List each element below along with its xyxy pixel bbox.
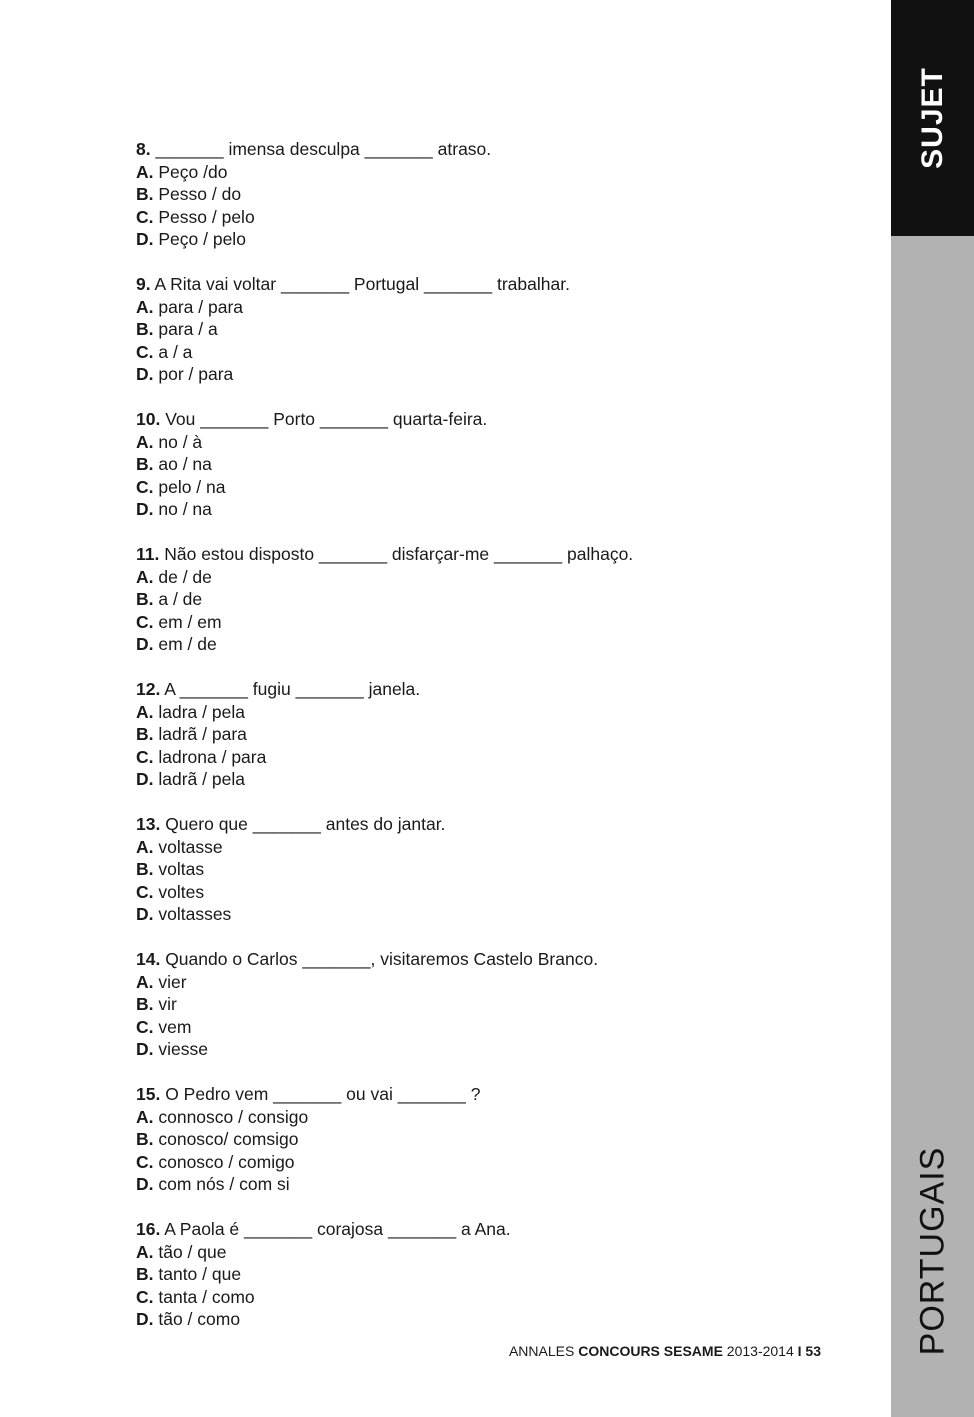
question-text: _______ imensa desculpa _______ atraso. (150, 139, 492, 159)
side-tab-section (891, 0, 974, 236)
option-text: por / para (153, 364, 234, 384)
question-text: A Rita vai voltar _______ Portugal _______ trabalhar. (150, 274, 570, 294)
option-line (136, 858, 856, 881)
option-text: vier (153, 971, 187, 992)
question-item (136, 813, 856, 926)
option-letter: D. (136, 229, 154, 249)
question-item (136, 948, 856, 1061)
question-item (136, 138, 856, 251)
option-letter: A. (136, 971, 154, 992)
option-letter: D. (136, 634, 154, 654)
option-letter: B. (136, 1129, 154, 1149)
option-line (136, 881, 856, 904)
option-line (136, 1151, 856, 1174)
question-item (136, 1083, 856, 1196)
option-text: connosco / consigo (153, 1106, 309, 1127)
option-text: com nós / com si (153, 1174, 290, 1194)
question-number: 14. (136, 949, 161, 969)
option-text: ao / na (153, 454, 212, 474)
option-line (136, 476, 856, 499)
question-text: Quero que _______ antes do jantar. (160, 814, 446, 834)
option-text: em / em (153, 611, 222, 632)
option-line (136, 1038, 856, 1061)
subject-label: PORTUGAIS (913, 1146, 951, 1356)
option-text: viesse (153, 1039, 208, 1059)
option-letter: C. (136, 1016, 154, 1037)
option-letter: A. (136, 296, 154, 317)
question-text: A Paola é _______ corajosa _______ a Ana. (160, 1219, 511, 1239)
option-line (136, 723, 856, 746)
option-letter: A. (136, 161, 154, 182)
question-number: 8. (136, 139, 151, 159)
option-line (136, 228, 856, 251)
option-text: ladra / pela (153, 701, 245, 722)
option-letter: A. (136, 1241, 154, 1262)
question-item (136, 408, 856, 521)
option-text: voltasses (153, 904, 232, 924)
option-letter: C. (136, 341, 154, 362)
option-line (136, 1308, 856, 1331)
option-letter: B. (136, 454, 154, 474)
option-letter: B. (136, 184, 154, 204)
option-letter: B. (136, 724, 154, 744)
question-number: 11. (136, 544, 160, 564)
question-text: Não estou disposto _______ disfarçar-me _______ palhaço. (159, 544, 634, 564)
option-line (136, 701, 856, 724)
option-text: ladrã / pela (153, 769, 245, 789)
questions-list (136, 138, 856, 1353)
option-line (136, 296, 856, 319)
question-stem (136, 138, 856, 161)
question-item (136, 273, 856, 386)
question-text: Quando o Carlos _______, visitaremos Castelo Branco. (160, 949, 599, 969)
option-line (136, 1016, 856, 1039)
option-line (136, 633, 856, 656)
question-item (136, 1218, 856, 1331)
option-letter: D. (136, 769, 154, 789)
option-line (136, 161, 856, 184)
question-item (136, 543, 856, 656)
question-text: A _______ fugiu _______ janela. (160, 679, 421, 699)
page-number: I 53 (797, 1343, 821, 1359)
option-text: Pesso / do (153, 184, 242, 204)
option-letter: A. (136, 431, 154, 452)
option-line (136, 611, 856, 634)
question-number: 16. (136, 1219, 161, 1239)
option-line (136, 363, 856, 386)
option-text: a / de (153, 589, 203, 609)
footer-prefix: ANNALES (508, 1343, 579, 1359)
option-text: Pesso / pelo (153, 206, 255, 227)
option-letter: B. (136, 589, 154, 609)
question-number: 15. (136, 1084, 161, 1104)
page-footer (509, 1343, 821, 1359)
question-number: 9. (136, 274, 151, 294)
option-text: em / de (153, 634, 217, 654)
option-text: conosco/ comsigo (153, 1129, 299, 1149)
option-text: no / à (153, 431, 203, 452)
side-tab-subject (891, 236, 974, 1417)
option-text: conosco / comigo (153, 1151, 295, 1172)
option-line (136, 206, 856, 229)
option-letter: A. (136, 566, 154, 587)
option-line (136, 836, 856, 859)
question-stem (136, 543, 856, 566)
option-letter: C. (136, 1286, 154, 1307)
option-text: ladrã / para (153, 724, 247, 744)
option-letter: C. (136, 476, 154, 497)
option-line (136, 183, 856, 206)
option-text: tanto / que (153, 1264, 242, 1284)
option-text: vem (153, 1016, 192, 1037)
option-text: voltes (153, 881, 205, 902)
option-text: de / de (153, 566, 212, 587)
option-text: pelo / na (153, 476, 226, 497)
option-text: para / para (153, 296, 243, 317)
option-letter: D. (136, 499, 154, 519)
question-stem (136, 948, 856, 971)
option-line (136, 971, 856, 994)
question-number: 12. (136, 679, 161, 699)
question-stem (136, 1083, 856, 1106)
option-text: voltas (153, 859, 205, 879)
question-text: Vou _______ Porto _______ quarta-feira. (160, 409, 488, 429)
option-letter: A. (136, 1106, 154, 1127)
option-letter: D. (136, 1174, 154, 1194)
option-letter: B. (136, 859, 154, 879)
option-letter: D. (136, 1309, 154, 1329)
option-line (136, 341, 856, 364)
option-letter: D. (136, 1039, 154, 1059)
option-text: para / a (153, 319, 218, 339)
option-text: Peço /do (153, 161, 228, 182)
option-letter: B. (136, 1264, 154, 1284)
option-letter: C. (136, 206, 154, 227)
question-stem (136, 678, 856, 701)
option-line (136, 1173, 856, 1196)
option-letter: C. (136, 1151, 154, 1172)
option-line (136, 903, 856, 926)
option-letter: C. (136, 611, 154, 632)
option-line (136, 1241, 856, 1264)
option-text: no / na (153, 499, 212, 519)
option-line (136, 1106, 856, 1129)
option-line (136, 768, 856, 791)
question-stem (136, 813, 856, 836)
option-text: tão / como (153, 1309, 241, 1329)
option-line (136, 1263, 856, 1286)
option-text: a / a (153, 341, 193, 362)
option-letter: C. (136, 881, 154, 902)
question-number: 13. (136, 814, 161, 834)
option-text: ladrona / para (153, 746, 267, 767)
option-line (136, 453, 856, 476)
section-label: SUJET (915, 67, 949, 169)
option-line (136, 431, 856, 454)
question-stem (136, 408, 856, 431)
option-text: Peço / pelo (153, 229, 246, 249)
option-line (136, 498, 856, 521)
option-line (136, 588, 856, 611)
option-line (136, 1128, 856, 1151)
option-letter: C. (136, 746, 154, 767)
option-text: vir (153, 994, 177, 1014)
question-number: 10. (136, 409, 161, 429)
question-stem (136, 1218, 856, 1241)
option-letter: A. (136, 701, 154, 722)
option-letter: A. (136, 836, 154, 857)
question-item (136, 678, 856, 791)
option-line (136, 993, 856, 1016)
option-line (136, 566, 856, 589)
option-text: voltasse (153, 836, 223, 857)
option-line (136, 318, 856, 341)
option-letter: B. (136, 319, 154, 339)
option-line (136, 746, 856, 769)
footer-title: CONCOURS SESAME (578, 1343, 723, 1359)
question-stem (136, 273, 856, 296)
option-line (136, 1286, 856, 1309)
option-text: tanta / como (153, 1286, 255, 1307)
footer-years: 2013-2014 (722, 1343, 798, 1359)
option-letter: D. (136, 904, 154, 924)
question-text: O Pedro vem _______ ou vai _______ ? (160, 1084, 481, 1104)
option-text: tão / que (153, 1241, 227, 1262)
option-letter: D. (136, 364, 154, 384)
option-letter: B. (136, 994, 154, 1014)
